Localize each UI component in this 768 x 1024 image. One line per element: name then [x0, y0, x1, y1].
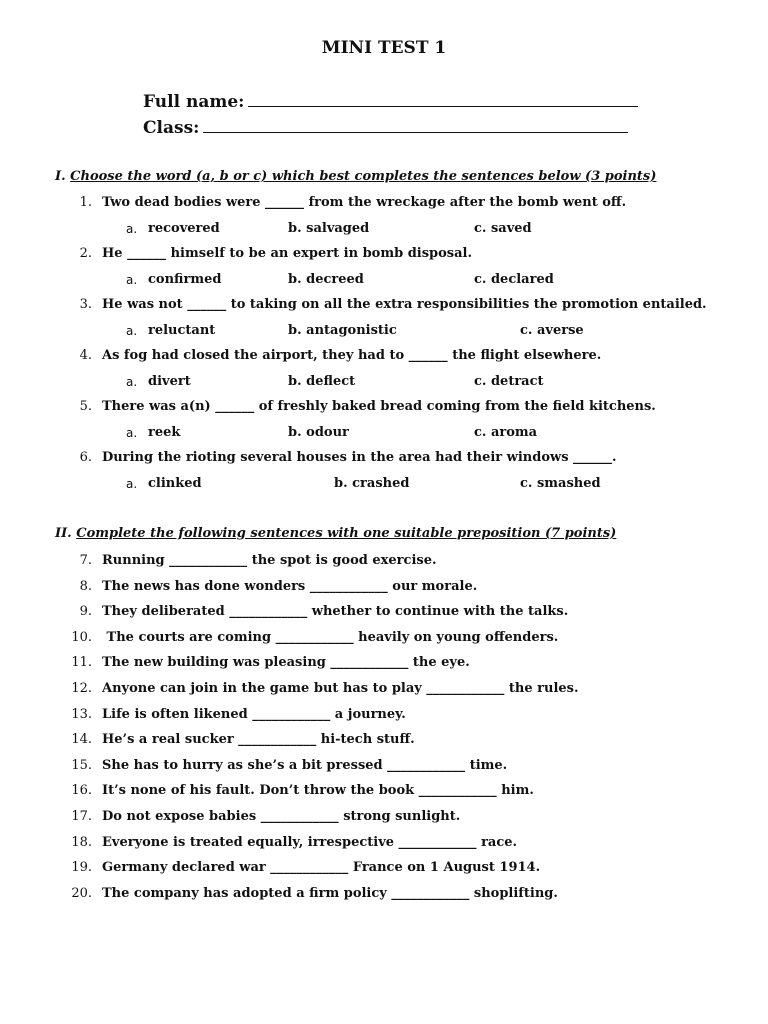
question-number: 3. — [79, 297, 92, 312]
question-item — [70, 579, 478, 594]
question-number: 13. — [71, 707, 92, 722]
question-number: 2. — [79, 246, 92, 261]
question-item — [70, 860, 541, 875]
question-text: She has to hurry as she’s a bit pressed ____________ time. — [102, 758, 508, 773]
question-item — [70, 630, 559, 645]
section-1-heading — [55, 169, 656, 184]
question-text: It’s none of his fault. Don’t throw the book ____________ him. — [102, 783, 534, 798]
option-a: clinked — [148, 476, 202, 491]
question-text: Life is often likened ____________ a journey. — [102, 707, 406, 722]
option-a-letter: a. — [126, 324, 138, 338]
class-label: Class: — [143, 118, 200, 138]
option-a-letter: a. — [126, 426, 138, 440]
question-item — [70, 297, 707, 312]
question-number: 14. — [71, 732, 92, 747]
question-text: Anyone can join in the game but has to play ____________ the rules. — [102, 681, 579, 696]
question-item — [70, 195, 627, 210]
option-a: divert — [148, 374, 191, 389]
option-c: c. averse — [520, 323, 584, 338]
question-item — [70, 399, 656, 414]
question-number: 16. — [71, 783, 92, 798]
question-item — [70, 681, 579, 696]
question-text: The news has done wonders ____________ our morale. — [102, 579, 478, 594]
option-c: c. saved — [474, 221, 532, 236]
option-a: confirmed — [148, 272, 222, 287]
question-number: 19. — [71, 860, 92, 875]
question-text: As fog had closed the airport, they had to ______ the flight elsewhere. — [102, 348, 602, 363]
option-a-letter: a. — [126, 477, 138, 491]
question-number: 8. — [79, 579, 92, 594]
section-2-numeral: II. — [55, 526, 72, 541]
option-a-letter: a. — [126, 222, 138, 236]
question-item — [70, 732, 415, 747]
question-item — [70, 783, 534, 798]
question-item — [70, 604, 569, 619]
question-text: The new building was pleasing ____________ the eye. — [102, 655, 470, 670]
question-text: Two dead bodies were ______ from the wreckage after the bomb went off. — [102, 195, 627, 210]
section-1-heading-text: Choose the word (a, b or c) which best completes the sentences below (3 points) — [70, 169, 657, 184]
question-item — [70, 886, 558, 901]
question-text: The company has adopted a firm policy ____________ shoplifting. — [102, 886, 558, 901]
option-b: b. decreed — [288, 272, 364, 287]
question-number: 17. — [71, 809, 92, 824]
option-a-letter: a. — [126, 273, 138, 287]
option-b: b. antagonistic — [288, 323, 397, 338]
question-item — [70, 553, 437, 568]
question-number: 10. — [71, 630, 92, 645]
option-a: reluctant — [148, 323, 216, 338]
question-number: 12. — [71, 681, 92, 696]
question-number: 5. — [79, 399, 92, 414]
option-b: b. deflect — [288, 374, 356, 389]
question-number: 6. — [79, 450, 92, 465]
option-c: c. smashed — [520, 476, 601, 491]
question-number: 1. — [79, 195, 92, 210]
section-2-heading — [55, 526, 616, 541]
question-number: 11. — [71, 655, 92, 670]
question-number: 20. — [71, 886, 92, 901]
question-number: 4. — [79, 348, 92, 363]
option-c: c. detract — [474, 374, 544, 389]
full-name-label: Full name: — [143, 92, 245, 112]
question-text: They deliberated ____________ whether to continue with the talks. — [102, 604, 569, 619]
section-2-heading-text: Complete the following sentences with one suitable preposition (7 points) — [76, 526, 617, 541]
question-item — [70, 835, 518, 850]
question-item — [70, 707, 406, 722]
option-a: recovered — [148, 221, 220, 236]
question-item — [70, 348, 602, 363]
option-b: b. salvaged — [288, 221, 370, 236]
question-text: He ______ himself to be an expert in bomb disposal. — [102, 246, 473, 261]
question-text: He was not ______ to taking on all the extra responsibilities the promotion entailed. — [102, 297, 707, 312]
question-text: There was a(n) ______ of freshly baked bread coming from the field kitchens. — [102, 399, 656, 414]
full-name-blank — [248, 90, 638, 107]
question-number: 7. — [79, 553, 92, 568]
class-line — [143, 116, 628, 138]
question-text: The courts are coming ____________ heavily on young offenders. — [102, 630, 559, 645]
question-text: During the rioting several houses in the area had their windows ______. — [102, 450, 617, 465]
question-item — [70, 450, 617, 465]
option-c: c. declared — [474, 272, 554, 287]
question-text: He’s a real sucker ____________ hi-tech stuff. — [102, 732, 415, 747]
question-text: Everyone is treated equally, irrespective ____________ race. — [102, 835, 518, 850]
section-1-numeral: I. — [55, 169, 66, 184]
question-item — [70, 655, 470, 670]
question-item — [70, 809, 461, 824]
page-title: MINI TEST 1 — [321, 38, 447, 58]
option-a-letter: a. — [126, 375, 138, 389]
option-b: b. crashed — [334, 476, 410, 491]
question-text: Germany declared war ____________ France on 1 August 1914. — [102, 860, 541, 875]
class-blank — [203, 116, 628, 133]
question-number: 9. — [79, 604, 92, 619]
option-b: b. odour — [288, 425, 349, 440]
question-item — [70, 246, 473, 261]
question-text: Do not expose babies ____________ strong sunlight. — [102, 809, 461, 824]
question-item — [70, 758, 508, 773]
question-number: 18. — [71, 835, 92, 850]
option-a: reek — [148, 425, 181, 440]
question-text: Running ____________ the spot is good exercise. — [102, 553, 437, 568]
full-name-line — [143, 90, 638, 112]
option-c: c. aroma — [474, 425, 538, 440]
question-number: 15. — [71, 758, 92, 773]
